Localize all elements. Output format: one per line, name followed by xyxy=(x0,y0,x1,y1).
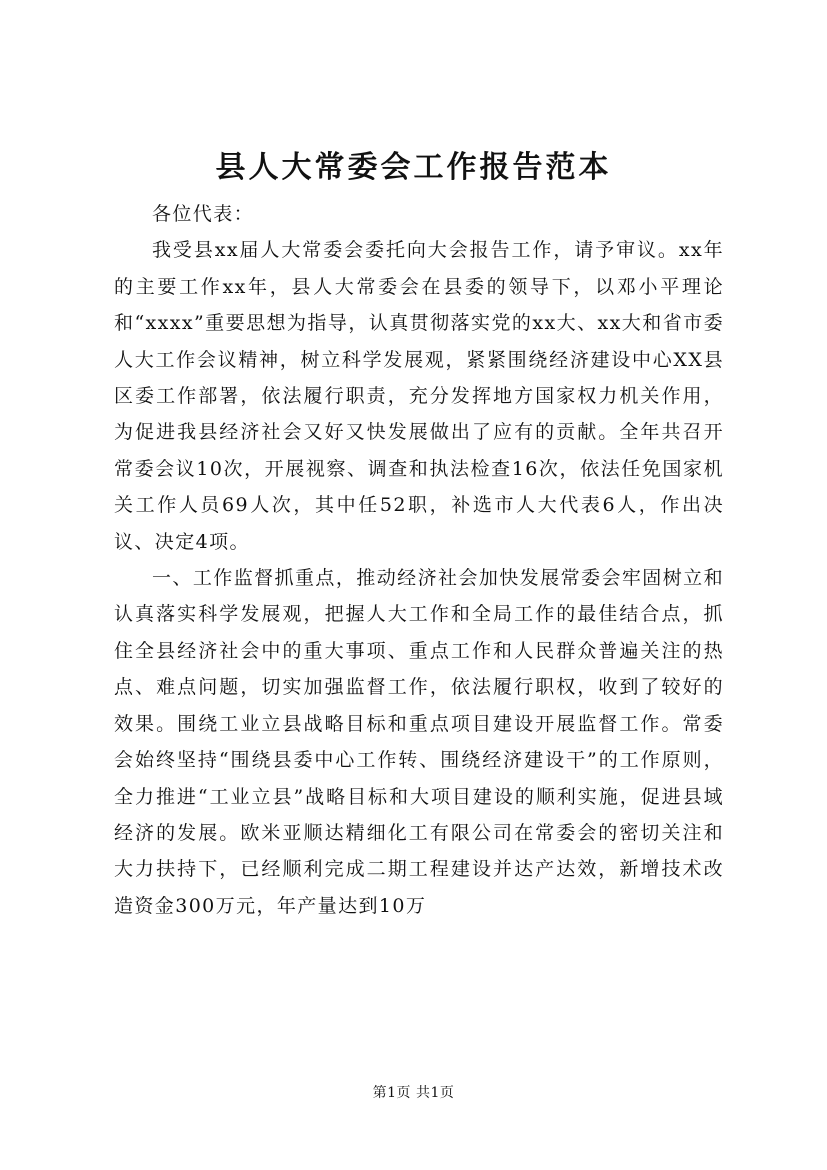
body-paragraph-1: 我受县xx届人大常委会委托向大会报告工作，请予审议。xx年的主要工作xx年，县人大常委会在县委的领导下，以邓小平理论和“xxxx”重要思想为指导，认真贯彻落实党的xx大、xx大和省市委人大工作会议精神，树立科学发展观，紧紧围绕经济建设中心XX县区委工作部署，依法履行职责，充分发挥地方国家权力机关作用，为促进我县经济社会又好又快发展做出了应有的贡献。全年共召开常委会议10次，开展视察、调查和执法检查16次，依法任免国家机关工作人员69人次，其中任52职，补选市人大代表6人，作出决议、决定4项。 xyxy=(114,239,724,553)
body-paragraph-2: 一、工作监督抓重点，推动经济社会加快发展常委会牢固树立和认真落实科学发展观，把握人大工作和全局工作的最佳结合点，抓住全县经济社会中的重大事项、重点工作和人民群众普遍关注的热点、难点问题，切实加强监督工作，依法履行职权，收到了较好的效果。围绕工业立县战略目标和重点项目建设开展监督工作。常委会始终坚持“围绕县委中心工作转、围绕经济建设干”的工作原则，全力推进“工业立县”战略目标和大项目建设的顺利实施，促进县域经济的发展。欧米亚顺达精细化工有限公司在常委会的密切关注和大力扶持下，已经顺利完成二期工程建设并达产达效，新增技术改造资金300万元，年产量达到10万 xyxy=(114,567,724,917)
salutation: 各位代表： xyxy=(152,203,255,225)
document-body xyxy=(114,196,724,924)
page-footer: 第1页 共1页 xyxy=(372,1085,455,1101)
document-title: 县人大常委会工作报告范本 xyxy=(215,150,612,185)
